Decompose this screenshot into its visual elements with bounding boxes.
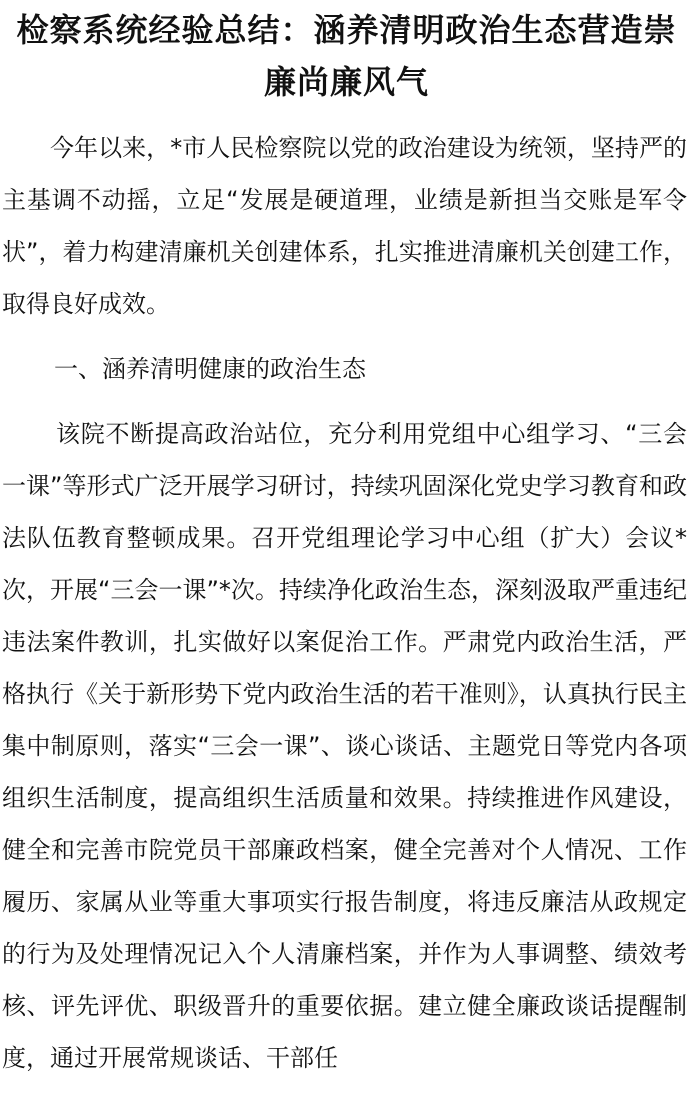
- section-paragraph: 该院不断提高政治站位，充分利用党组中心组学习、“三会一课”等形式广泛开展学习研讨，持续巩固深化党史学习教育和政法队伍教育整顿成果。召开党组理论学习中心组（扩大）会议*次，开展“三会一课”*次。持续净化政治生态，深刻汲取严重违纪违法案件教训，扎实做好以案促治工作。严肃党内政治生活，严格执行《关于新形势下党内政治生活的若干准则》，认真执行民主集中制原则，落实“三会一课”、谈心谈话、主题党日等党内各项组织生活制度，提高组织生活质量和效果。持续推进作风建设，健全和完善市院党员干部廉政档案，健全完善对个人情况、工作履历、家属从业等重大事项实行报告制度，将违反廉洁从政规定的行为及处理情况记入个人清廉档案，并作为人事调整、绩效考核、评先评优、职级晋升的重要依据。建立健全廉政谈话提醒制度，通过开展常规谈话、干部任: [2, 420, 687, 1072]
- section-heading: 一、涵养清明健康的政治生态: [54, 355, 366, 383]
- intro-paragraph: 今年以来，*市人民检察院以党的政治建设为统领，坚持严的主基调不动摇，立足“发展是硬道理，业绩是新担当交账是军令状”，着力构建清廉机关创建体系，扎实推进清廉机关创建工作，取得良好成效。: [2, 134, 687, 318]
- document-title: 检察系统经验总结：涵养清明政治生态营造崇廉尚廉风气: [16, 11, 677, 101]
